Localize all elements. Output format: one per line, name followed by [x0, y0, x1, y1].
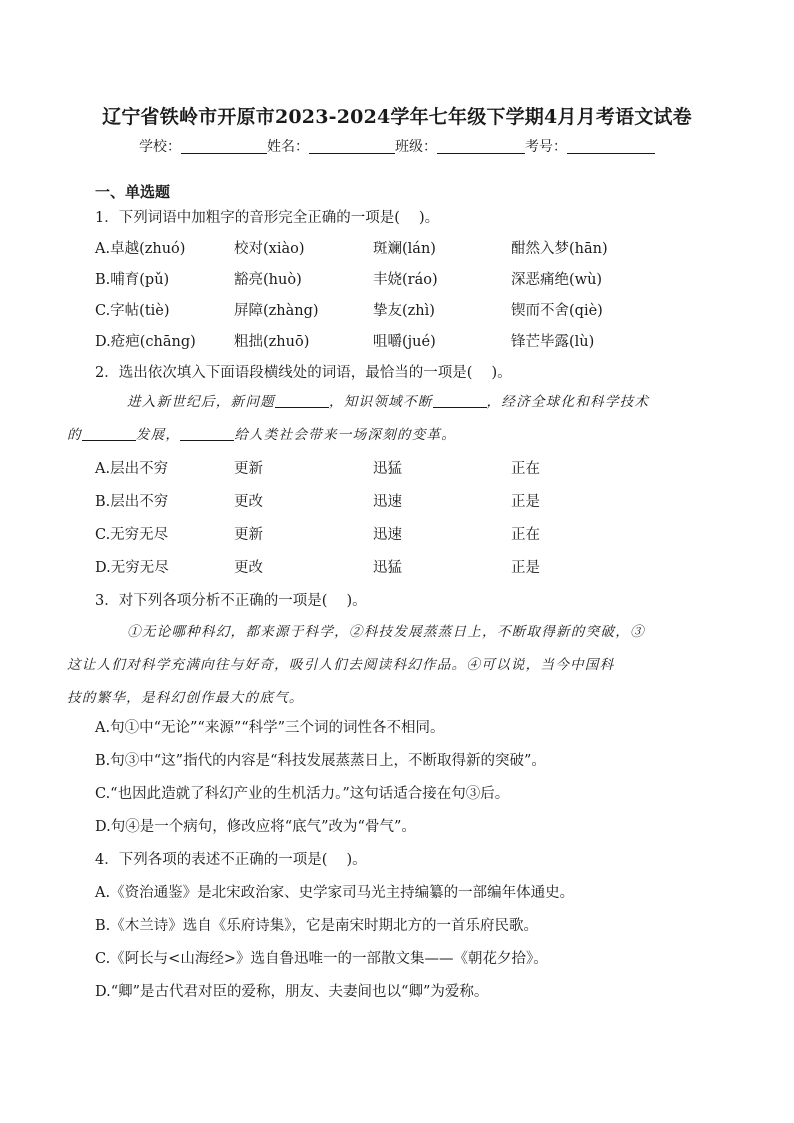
q2-option-a-3: 迅猛 [373, 461, 402, 477]
q4-option-b: B.《木兰诗》选自《乐府诗集》，它是南宋时期北方的一首乐府民歌。 [95, 918, 539, 934]
q1-option-c-3: 挚友(zhì) [373, 303, 435, 319]
q2-option-b-4: 正是 [511, 494, 540, 510]
class-blank[interactable] [437, 139, 525, 154]
q1-option-a-2: 校对(xiào) [234, 241, 305, 257]
q1-option-c-2: 屏障(zhàng) [234, 303, 319, 319]
q2-option-d-4: 正是 [511, 560, 540, 576]
q1-option-d-1: D.疮疤(chāng) [95, 334, 196, 350]
q4-option-d: D.“卿”是古代君对臣的爱称，朋友、夫妻间也以“卿”为爱称。 [95, 984, 489, 1000]
q2-option-b-2: 更改 [234, 494, 263, 510]
q1-option-a-4: 酣然入梦(hān) [511, 241, 608, 257]
q3-option-c: C.“也因此造就了科幻产业的生机活力。”这句话适合接在句③后。 [95, 786, 510, 802]
q1-option-a-1: A.卓越(zhuó) [95, 241, 186, 257]
q2-blank-4 [180, 428, 234, 441]
q2-passage-text: ，知识领域不断 [328, 394, 433, 410]
q1-stem: 1．下列词语中加粗字的音形完全正确的一项是( )。 [95, 210, 440, 226]
q3-stem: 3．对下列各项分析不正确的一项是( )。 [95, 593, 367, 609]
class-label: 班级： [395, 139, 437, 155]
section-heading: 一、单选题 [95, 183, 171, 201]
q1-option-d-3: 咀嚼(jué) [373, 334, 436, 350]
school-label: 学校： [139, 139, 181, 155]
q2-option-b-1: B.层出不穷 [95, 494, 169, 510]
exam-no-label: 考号： [525, 139, 567, 155]
q2-passage-text: 给人类社会带来一场深刻的变革。 [234, 427, 457, 443]
q3-option-d: D.句④是一个病句，修改应将“底气”改为“骨气”。 [95, 819, 416, 835]
q4-option-c: C.《阿长与<山海经>》选自鲁迅唯一的一部散文集——《朝花夕拾》。 [95, 951, 548, 967]
q2-option-c-4: 正在 [511, 527, 540, 543]
exam-title: 辽宁省铁岭市开原市2023-2024学年七年级下学期4月月考语文试卷 [102, 106, 692, 128]
q4-option-a: A.《资治通鉴》是北宋政治家、史学家司马光主持编纂的一部编年体通史。 [95, 885, 575, 901]
q2-passage-text: ，经济全球化和科学技术 [486, 394, 650, 410]
q2-option-c-3: 迅速 [373, 527, 402, 543]
q3-passage-line: ①无论哪种科幻，都来源于科学，②科技发展蒸蒸日上，不断取得新的突破，③ [127, 624, 645, 640]
q2-stem: 2．选出依次填入下面语段横线处的词语，最恰当的一项是( )。 [95, 365, 512, 381]
q2-blank-3 [82, 428, 136, 441]
school-blank[interactable] [181, 139, 267, 154]
q1-option-c-1: C.字帖(tiè) [95, 303, 170, 319]
q2-option-a-4: 正在 [511, 461, 540, 477]
q2-option-b-3: 迅速 [373, 494, 402, 510]
q1-option-b-3: 丰娆(ráo) [373, 272, 438, 288]
q2-passage-text: 发展， [135, 427, 181, 443]
name-blank[interactable] [309, 139, 395, 154]
q2-option-c-1: C.无穷无尽 [95, 527, 169, 543]
q2-option-d-3: 迅猛 [373, 560, 402, 576]
q1-option-b-1: B.哺育(pǔ) [95, 272, 170, 288]
q3-passage-line: 技的繁华，是科幻创作最大的底气。 [67, 690, 304, 706]
q2-passage-text: 的 [67, 427, 82, 443]
q1-option-c-4: 锲而不舍(qiè) [511, 303, 603, 319]
q1-option-d-2: 粗拙(zhuō) [234, 334, 310, 350]
q3-option-b: B.句③中“这”指代的内容是“科技发展蒸蒸日上，不断取得新的突破”。 [95, 753, 546, 769]
q1-option-b-2: 豁亮(huò) [234, 272, 302, 288]
exam-no-blank[interactable] [567, 139, 655, 154]
q2-blank-2 [433, 395, 487, 408]
student-info-line [0, 136, 794, 156]
q2-option-d-2: 更改 [234, 560, 263, 576]
q2-option-a-1: A.层出不穷 [95, 461, 169, 477]
q1-option-b-4: 深恶痛绝(wù) [511, 272, 603, 288]
q1-option-a-3: 斑斓(lán) [373, 241, 436, 257]
q1-option-d-4: 锋芒毕露(lù) [511, 334, 595, 350]
q3-passage [67, 616, 689, 715]
q2-option-d-1: D.无穷无尽 [95, 560, 169, 576]
q2-option-a-2: 更新 [234, 461, 263, 477]
q2-passage-text: 进入新世纪后，新问题 [127, 394, 275, 410]
name-label: 姓名： [267, 139, 309, 155]
q2-option-c-2: 更新 [234, 527, 263, 543]
q3-option-a: A.句①中“无论”“来源”“科学”三个词的词性各不相同。 [95, 720, 445, 736]
q2-passage [67, 386, 689, 452]
q3-passage-line: 这让人们对科学充满向往与好奇，吸引人们去阅读科幻作品。④可以说，当今中国科 [67, 657, 615, 673]
q2-blank-1 [275, 395, 329, 408]
q4-stem: 4．下列各项的表述不正确的一项是( )。 [95, 852, 367, 868]
